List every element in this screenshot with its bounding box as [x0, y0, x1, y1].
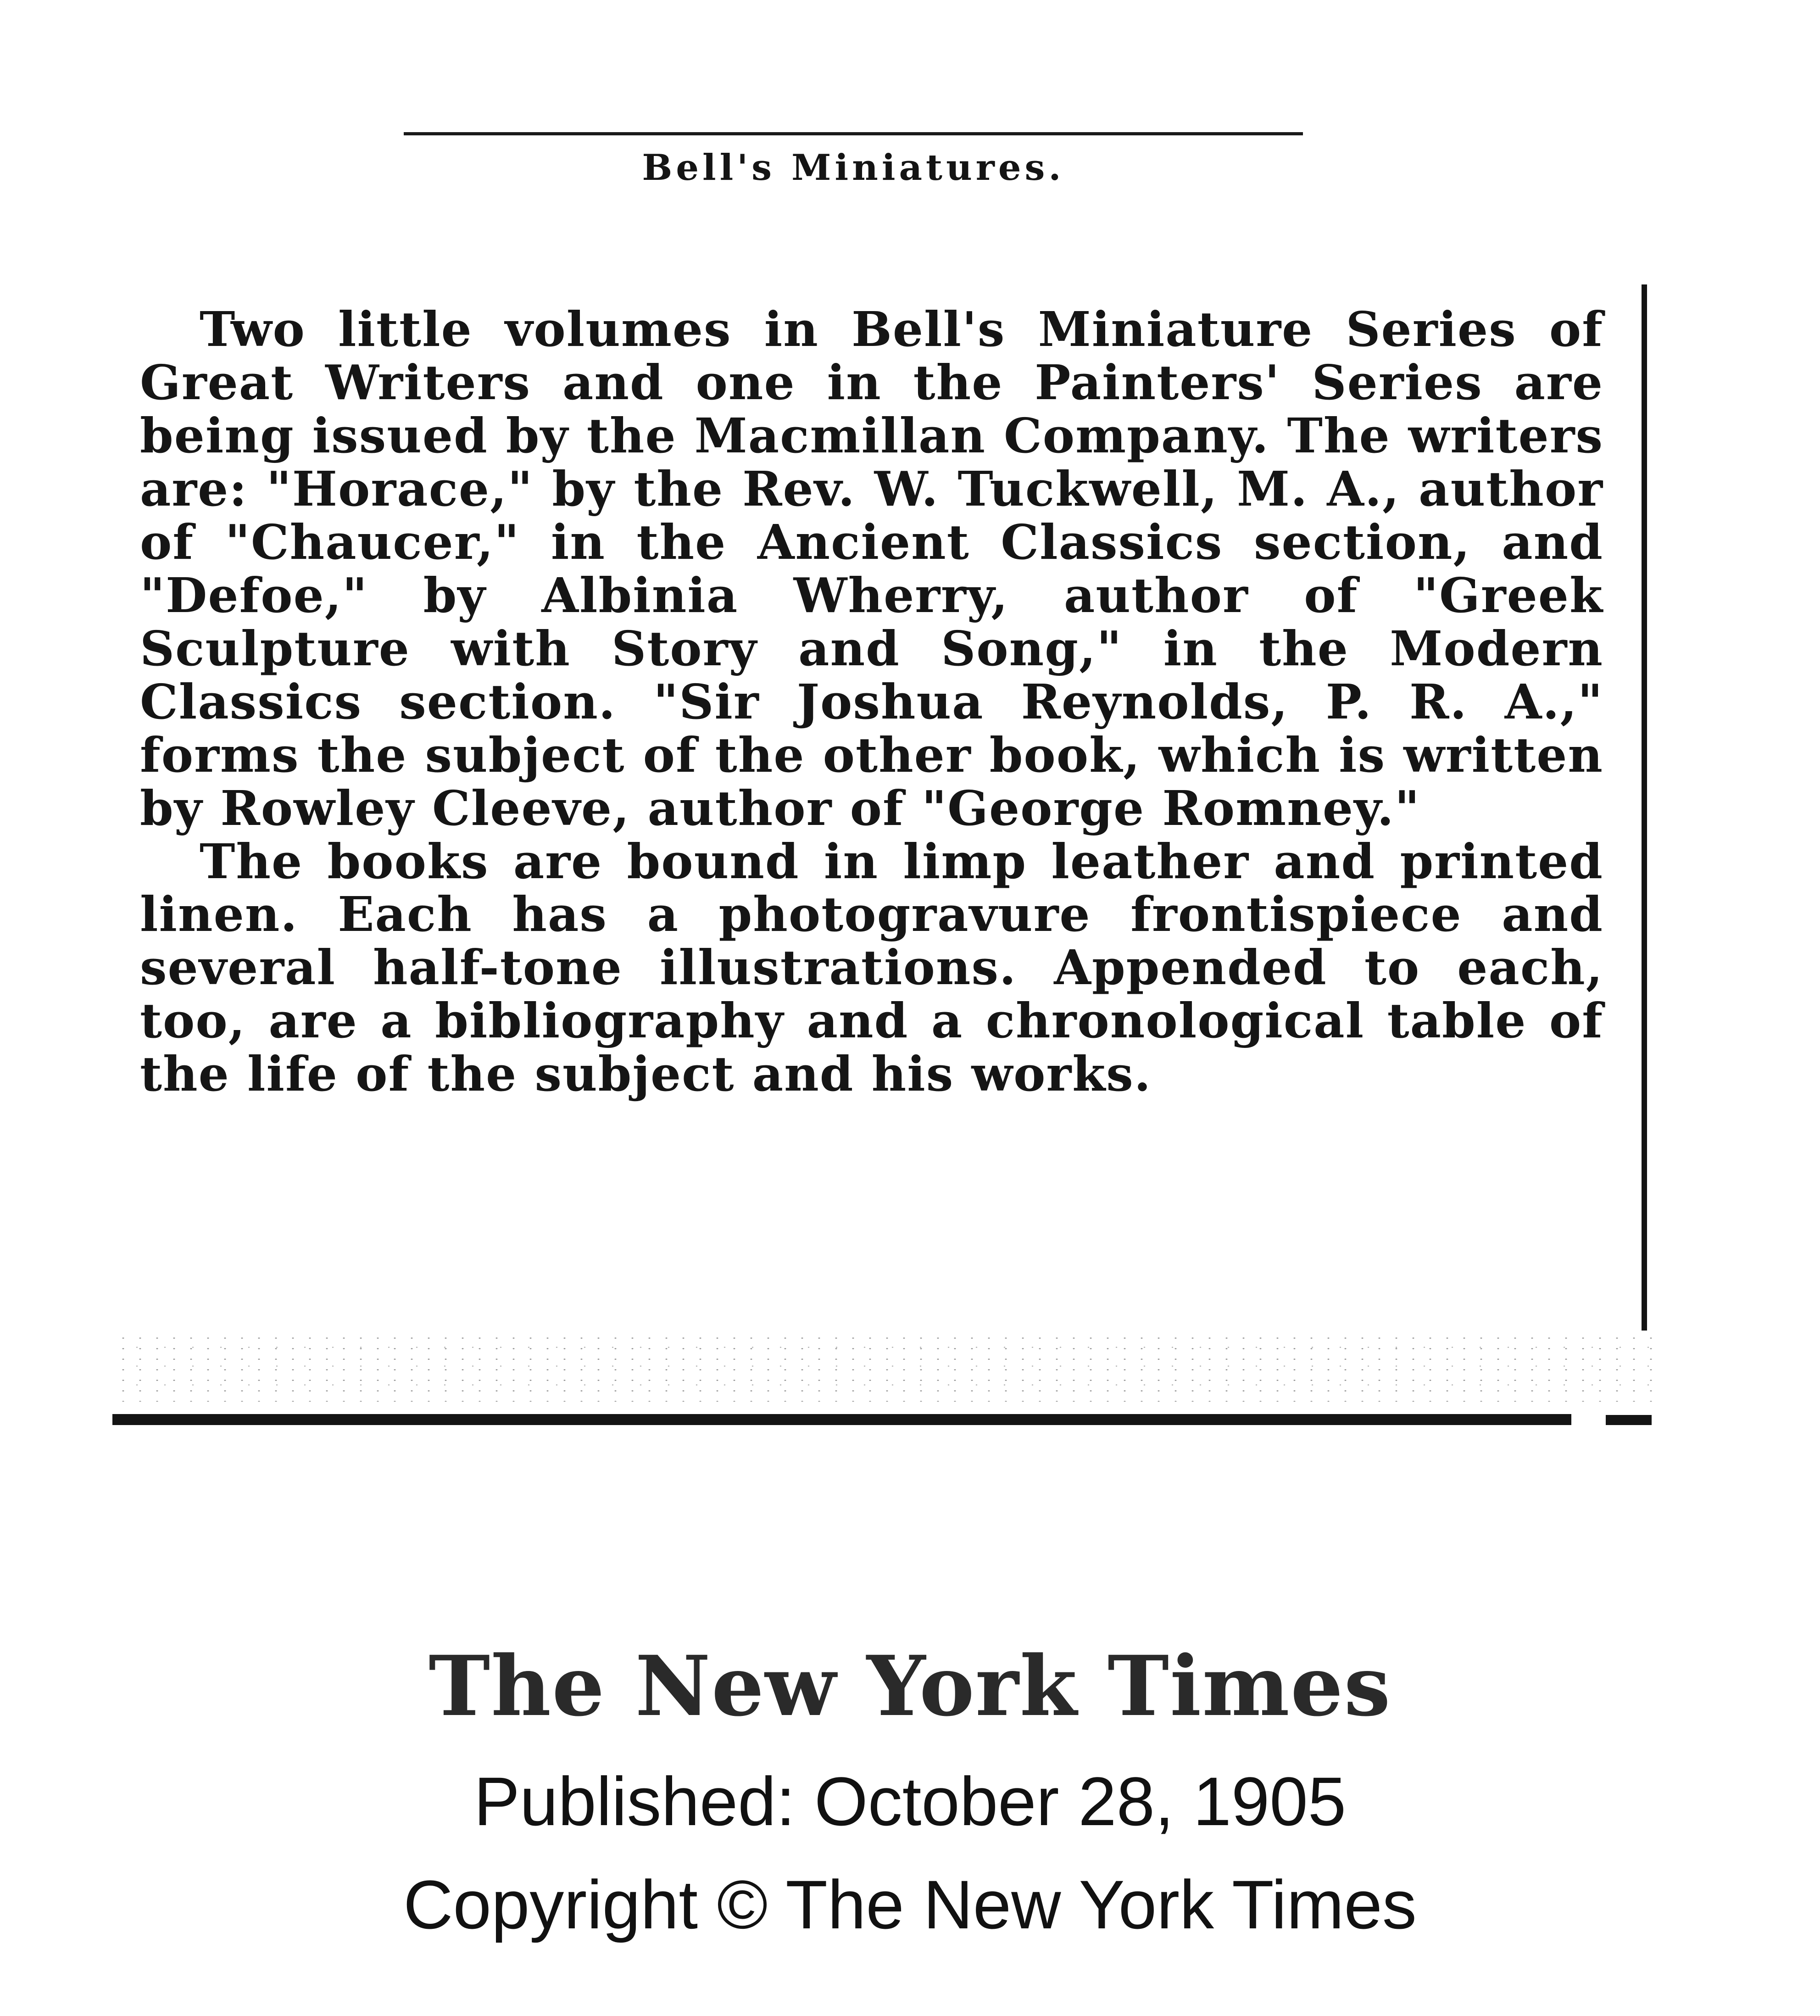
print-noise	[115, 1333, 1656, 1402]
article-paragraph-2: The books are bound in limp leather and printed linen. Each has a photogravure frontispiece and several half-tone illustrations. Appended to each, too, are a bibliography and a chronological table of the life of the subject and his works.	[140, 833, 1603, 1103]
nyt-masthead-logo: The New York Times	[429, 1638, 1391, 1735]
column-rule	[1642, 284, 1647, 1331]
top-rule	[404, 132, 1303, 135]
bottom-rule-end	[1606, 1415, 1652, 1425]
published-date: Published: October 28, 1905	[473, 1763, 1347, 1840]
article-headline: Bell's Miniatures.	[642, 147, 1065, 189]
bottom-rule	[112, 1414, 1571, 1425]
article-paragraph-1: Two little volumes in Bell's Miniature Series of Great Writers and one in the Painters' Series are being issued by the Macmillan Company. The writers are: "Horace," by the Rev. W. Tuckwell, M. A., author of "Chaucer," in the Ancient Classics section, and "Defoe," by Albinia Wherry, author of "Greek Sculpture with Story and Song," in the Modern Classics section. "Sir Joshua Reynolds, P. R. A.," forms the subject of the other book, which is written by Rowley Cleeve, author of "George Romney."	[140, 301, 1603, 836]
copyright-notice: Copyright © The New York Times	[403, 1866, 1417, 1943]
article-body	[140, 303, 1603, 1101]
